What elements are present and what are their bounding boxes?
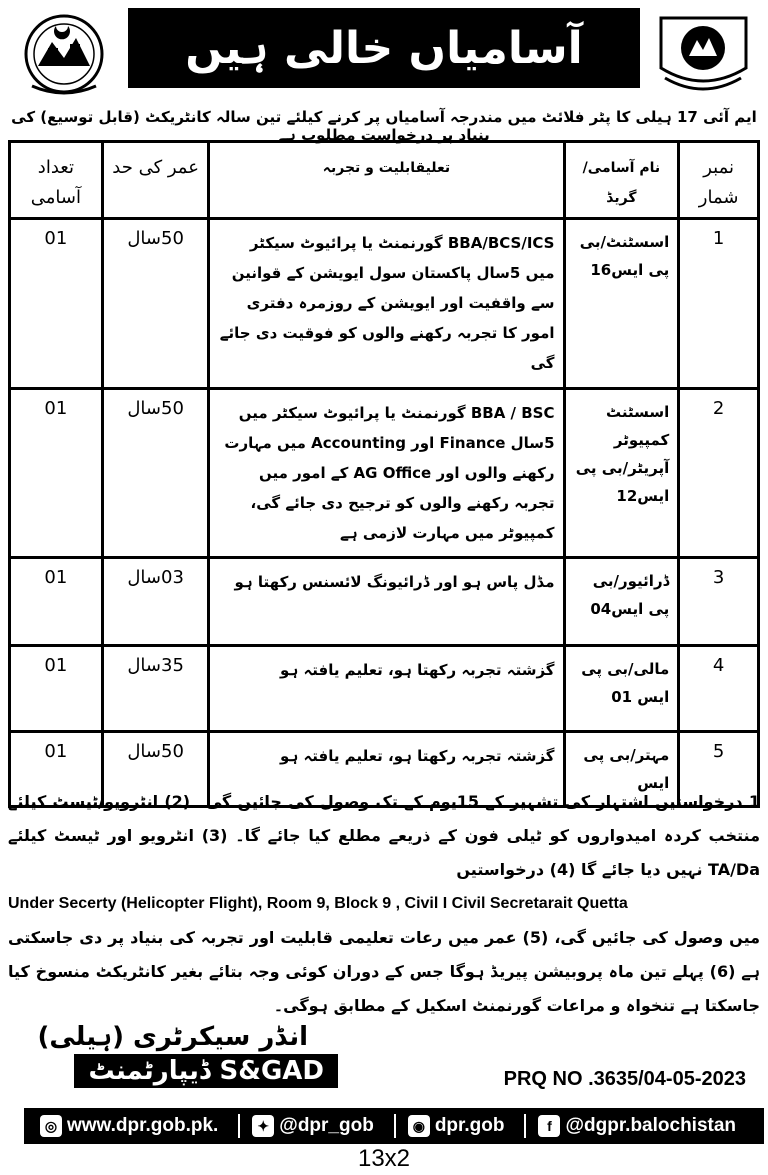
instagram-icon: ◉ [408,1115,430,1137]
application-address: Under Secerty (Helicopter Flight), Room 9, Block 9 , Civil I Civil Secretarait Quetta [8,895,628,912]
row-post-name: مالی/بی پی ایس 01 [564,646,679,732]
header-age-limit: عمر کی حد [102,142,209,219]
twitter-handle[interactable]: @dpr_gob [279,1115,374,1136]
row-qualification: مڈل پاس ہو اور ڈرائیونگ لائسنس رکھتا ہو [209,558,564,646]
row-post-name: اسسٹنٹ/بی پی ایس16 [564,219,679,389]
information-department-emblem-icon [651,8,756,96]
conditions-paragraph-2: میں وصول کی جائیں گی، (5) عمر میں رعات تعلیمی قابلیت اور تجربہ کی بنیاد پر دی جاسکتی ہے (6) پہلے تین ماہ پروبیشن پیریڈ ہوگا جس کے دوران کوئی وجہ بتائے بغیر کانٹریکٹ منسوخ کیا جاسکتا ہے تنخواہ و مراعات گورنمنٹ اسکیل کے مطابق ہوگی۔ [8,928,761,1015]
row-age-limit: 35سال [102,646,209,732]
row-serial-number: 4 [679,646,759,732]
footer-twitter[interactable] [252,1115,374,1137]
row-serial-number: 1 [679,219,759,389]
twitter-icon: ✦ [252,1115,274,1137]
prq-number: PRQ NO .3635/04-05-2023 [503,1068,746,1090]
website-link[interactable]: www.dpr.gob.pk. [67,1115,219,1136]
footer-facebook[interactable] [538,1115,736,1137]
header [0,0,768,110]
row-post-count: 01 [10,219,103,389]
header-post-count: تعداد آسامی [10,142,103,219]
instagram-handle[interactable]: dpr.gob [434,1115,505,1136]
row-post-count: 01 [10,389,103,558]
balochistan-government-emblem-icon [12,8,117,96]
table-row [10,646,759,732]
conditions-paragraph-1: 1 درخواستیں اشتہار کی تشہیر کے 15یوم کے تک وصول کی جائیں گی۔ (2) انٹرویو/ٹیسٹ کیلئے منتخب کردہ امیدواروں کو ٹیلی فون کے ذریعے مطلع کیا جائے گا۔ (3) انٹرویو اور ٹیسٹ کیلئے TA/Da نہیں دیا جائے گا (4) درخواستیں [8,792,760,879]
row-serial-number: 2 [679,389,759,558]
row-qualification: گزشتہ تجربہ رکھتا ہو، تعلیم یافتہ ہو [209,646,564,732]
row-qualification: BBA/BCS/ICS گورنمنٹ یا پرائیوٹ سیکٹر میں 5سال پاکستان سول ایویشن کے قوانین سے واقفیت اور ایویشن کے روزمرہ دفتری امور کا تجربہ رکھنے والوں کو فوقیت دی جائے گی [209,219,564,389]
table-header-row [10,142,759,219]
globe-icon: ◎ [40,1115,62,1137]
signature-block [18,1015,338,1095]
row-qualification: BBA / BSC گورنمنٹ یا پرائیوٹ سیکٹر میں 5سال Finance اور Accounting میں مہارت رکھنے والوں اور AG Office کے امور میں تجربہ رکھنے والوں کو ترجیح دی جائے گی، کمپیوٹر میں مہارت لازمی ہے [209,389,564,558]
signatory-title: انڈر سیکرٹری (ہیلی) [37,1022,308,1052]
footer-divider [394,1114,396,1138]
footer-divider [524,1114,526,1138]
footer-divider [238,1114,240,1138]
footer-website[interactable] [40,1115,218,1137]
row-serial-number: 5 [679,732,759,807]
table-row [10,558,759,646]
page-title: آسامیاں خالی ہیں [128,8,640,88]
row-post-count: 01 [10,732,103,807]
row-age-limit: 50سال [102,732,209,807]
row-post-name: اسسٹنٹ کمپیوٹر آپریٹر/بی پی ایس12 [564,389,679,558]
facebook-handle[interactable]: @dgpr.balochistan [565,1115,737,1136]
row-age-limit: 50سال [102,219,209,389]
row-age-limit: 03سال [102,558,209,646]
header-post-name: نام آسامی/گریڈ [564,142,679,219]
facebook-icon: f [538,1115,560,1137]
vacancies-table [8,140,760,808]
row-qualification: گزشتہ تجربہ رکھتا ہو، تعلیم یافتہ ہو [209,732,564,807]
footer-instagram[interactable] [408,1115,505,1137]
application-conditions [8,785,760,1015]
row-age-limit: 50سال [102,389,209,558]
header-qualification: تعلیقابلیت و تجربہ [209,142,564,219]
signatory-department: S&GAD ڈیپارٹمنٹ [74,1054,338,1088]
footer-bar [24,1108,764,1144]
row-post-count: 01 [10,558,103,646]
table-row [10,219,759,389]
row-post-name: ڈرائیور/بی پی ایس04 [564,558,679,646]
row-post-count: 01 [10,646,103,732]
header-serial-number: نمبر شمار [679,142,759,219]
row-serial-number: 3 [679,558,759,646]
row-post-name: مہتر/بی پی ایس [564,732,679,807]
intro-text: ایم آئی 17 ہیلی کا پٹر فلائٹ میں مندرجہ آسامیاں پر کرنے کیلئے تین سالہ کانٹریکٹ (قابل توسیع) کی بنیاد پر درخواست مطلوب ہے [11,108,757,144]
table-row [10,389,759,558]
ad-size-label: 13x2 [357,1145,411,1172]
